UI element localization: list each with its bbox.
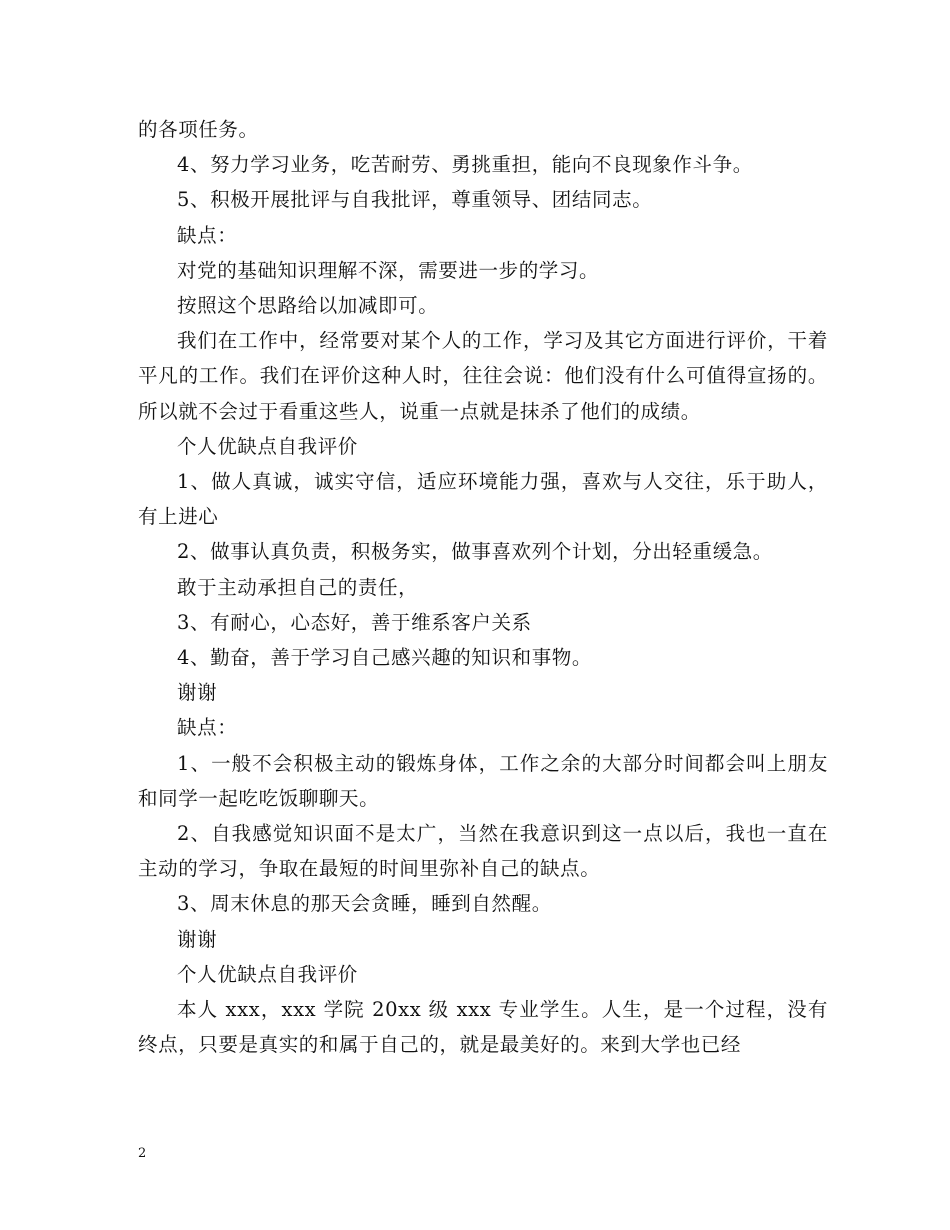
paragraph: 个人优缺点自我评价 <box>177 434 358 458</box>
paragraph: 3、周末休息的那天会贪睡，睡到自然醒。 <box>177 892 552 916</box>
paragraph: 的各项任务。 <box>138 118 259 141</box>
paragraph: 对党的基础知识理解不深，需要进一步的学习。 <box>177 258 600 282</box>
paragraph: 敢于主动承担自己的责任， <box>177 575 419 599</box>
paragraph: 按照这个思路给以加减即可。 <box>177 294 439 318</box>
paragraph: 1、做人真诚，诚实守信，适应环境能力强，喜欢与人交往，乐于助人，有上进心 <box>138 470 828 529</box>
paragraph: 4、勤奋，善于学习自己感兴趣的知识和事物。 <box>177 646 593 670</box>
paragraph: 5、积极开展批评与自我批评，尊重领导、团结同志。 <box>177 188 653 212</box>
page-number: 2 <box>138 1146 147 1161</box>
paragraph: 我们在工作中，经常要对某个人的工作，学习及其它方面进行评价，干着平凡的工作。我们在评价这种人时，往往会说：他们没有什么可值得宣扬的。所以就不会过于看重这些人，说重一点就是抹杀了他们的成绩。 <box>138 329 828 423</box>
paragraph: 缺点： <box>177 223 238 247</box>
paragraph: 1、一般不会积极主动的锻炼身体，工作之余的大部分时间都会叫上朋友和同学一起吃吃饭聊聊天。 <box>138 751 828 810</box>
paragraph: 2、做事认真负责，积极务实，做事喜欢列个计划，分出轻重缓急。 <box>177 540 773 564</box>
body-text <box>138 112 828 1062</box>
paragraph: 2、自我感觉知识面不是太广，当然在我意识到这一点以后，我也一直在主动的学习，争取在最短的时间里弥补自己的缺点。 <box>138 822 828 881</box>
paragraph: 谢谢 <box>177 681 218 705</box>
paragraph: 本人 xxx，xxx 学院 20xx 级 xxx 专业学生。人生，是一个过程，没有终点，只要是真实的和属于自己的，就是最美好的。来到大学也已经 <box>138 998 828 1057</box>
paragraph: 4、努力学习业务，吃苦耐劳、勇挑重担，能向不良现象作斗争。 <box>177 153 753 177</box>
paragraph: 谢谢 <box>177 927 218 951</box>
paragraph: 个人优缺点自我评价 <box>177 962 358 986</box>
paragraph: 3、有耐心，心态好，善于维系客户关系 <box>177 610 532 634</box>
paragraph: 缺点： <box>177 716 238 740</box>
